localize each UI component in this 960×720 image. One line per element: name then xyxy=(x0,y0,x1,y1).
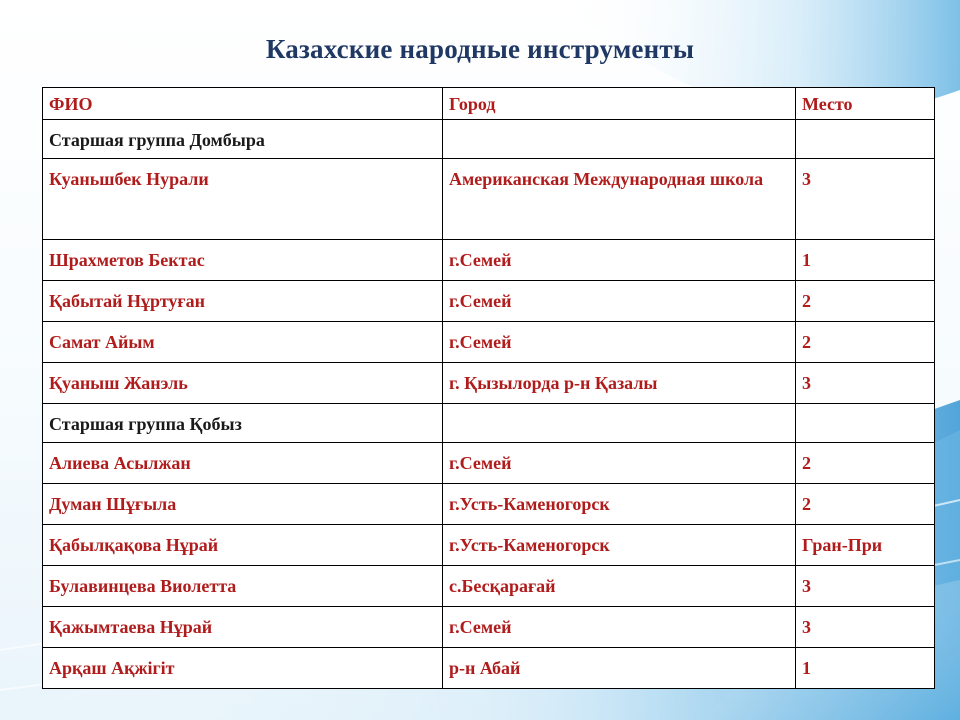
name-cell: Булавинцева Виолетта xyxy=(43,566,443,607)
place-cell: 2 xyxy=(796,281,935,322)
group-name-cell: Старшая группа Домбыра xyxy=(43,120,443,159)
header-city: Город xyxy=(443,88,796,120)
table-row xyxy=(43,484,935,525)
group-place-cell xyxy=(796,120,935,159)
table-row xyxy=(43,363,935,404)
table-row xyxy=(43,566,935,607)
city-cell: р-н Абай xyxy=(443,648,796,689)
group-row xyxy=(43,120,935,159)
name-cell: Қуаныш Жанэль xyxy=(43,363,443,404)
name-cell: Самат Айым xyxy=(43,322,443,363)
group-name-cell: Старшая группа Қобыз xyxy=(43,404,443,443)
group-city-cell xyxy=(443,120,796,159)
place-cell: 1 xyxy=(796,648,935,689)
name-cell: Арқаш Ақжігіт xyxy=(43,648,443,689)
group-place-cell xyxy=(796,404,935,443)
name-cell: Шрахметов Бектас xyxy=(43,240,443,281)
place-cell: 1 xyxy=(796,240,935,281)
name-cell: Куаньшбек Нурали xyxy=(43,159,443,240)
place-cell: 2 xyxy=(796,322,935,363)
table-header-row xyxy=(43,88,935,120)
name-cell: Алиева Асылжан xyxy=(43,443,443,484)
table-row xyxy=(43,525,935,566)
table-row xyxy=(43,159,935,240)
table-row xyxy=(43,240,935,281)
city-cell: г.Семей xyxy=(443,240,796,281)
place-cell: 2 xyxy=(796,484,935,525)
header-name: ФИО xyxy=(43,88,443,120)
city-cell: г. Қызылорда р-н Қазалы xyxy=(443,363,796,404)
place-cell: 3 xyxy=(796,159,935,240)
name-cell: Қажымтаева Нұрай xyxy=(43,607,443,648)
city-cell: г.Усть-Каменогорск xyxy=(443,484,796,525)
city-cell: г.Семей xyxy=(443,607,796,648)
name-cell: Думан Шұғыла xyxy=(43,484,443,525)
table-row xyxy=(43,443,935,484)
place-cell: 3 xyxy=(796,566,935,607)
table-row xyxy=(43,281,935,322)
place-cell: 3 xyxy=(796,607,935,648)
place-cell: Гран-При xyxy=(796,525,935,566)
header-place: Место xyxy=(796,88,935,120)
slide-title: Казахские народные инструменты xyxy=(265,34,695,64)
results-table xyxy=(42,87,935,689)
place-cell: 3 xyxy=(796,363,935,404)
table-row xyxy=(43,322,935,363)
table-row xyxy=(43,607,935,648)
city-cell: г.Усть-Каменогорск xyxy=(443,525,796,566)
city-cell: Американская Международная школа xyxy=(443,159,796,240)
city-cell: г.Семей xyxy=(443,281,796,322)
city-cell: г.Семей xyxy=(443,322,796,363)
table-row xyxy=(43,648,935,689)
name-cell: Қабылқақова Нұрай xyxy=(43,525,443,566)
group-row xyxy=(43,404,935,443)
group-city-cell xyxy=(443,404,796,443)
name-cell: Қабытай Нұртуған xyxy=(43,281,443,322)
city-cell: г.Семей xyxy=(443,443,796,484)
place-cell: 2 xyxy=(796,443,935,484)
city-cell: с.Бесқарағай xyxy=(443,566,796,607)
